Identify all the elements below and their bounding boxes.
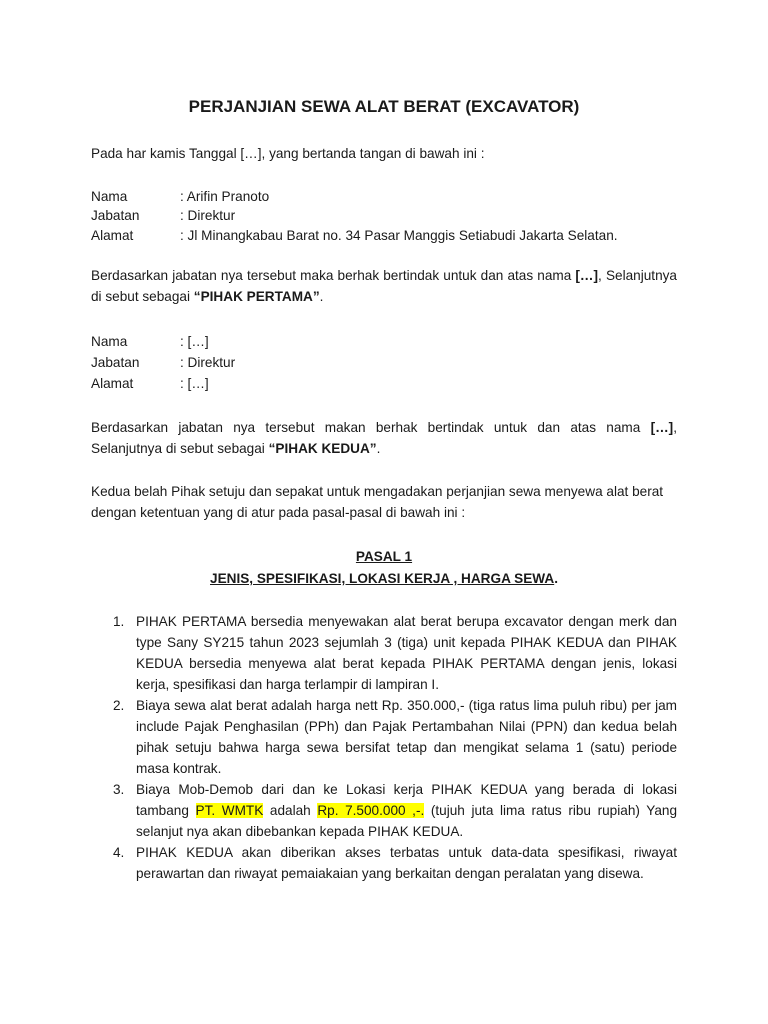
party2-position-row: [91, 352, 677, 373]
statement-text: Berdasarkan jabatan nya tersebut makan berhak bertindak untuk dan atas nama: [91, 420, 651, 435]
list-item: [91, 842, 677, 884]
agreement-paragraph: Kedua belah Pihak setuju dan sepakat untuk mengadakan perjanjian sewa menyewa alat berat dengan ketentuan yang di atur pada pasal-pasal di bawah ini :: [91, 484, 664, 520]
list-text: Biaya sewa alat berat adalah harga nett Rp. 350.000,- (tiga ratus lima puluh ribu) per jam include Pajak Penghasilan (PPh) dan Pajak Pertambahan Nilai (PPN) dan kedua belah pihak setuju bahwa harga sewa bersifat tetap dan mengikat selama 1 (satu) periode masa kontrak.: [136, 698, 677, 776]
statement-party-role: “PIHAK KEDUA”: [268, 441, 377, 456]
statement-party-name: […]: [650, 420, 674, 435]
list-text-part: Biaya Mob-Demob dari dan ke Lokasi kerja PIHAK KEDUA yang berada di lokasi tambang: [136, 782, 677, 818]
statement-text: .: [319, 289, 324, 304]
statement-party-name: […]: [575, 268, 599, 283]
field-label: Nama: [91, 334, 128, 349]
field-label: Alamat: [91, 376, 134, 391]
field-label: Jabatan: [91, 208, 140, 223]
statement-text: .: [376, 441, 381, 456]
field-label: Nama: [91, 189, 128, 204]
field-label: Alamat: [91, 228, 134, 243]
party2-name-row: [91, 331, 677, 352]
field-value: : Direktur: [180, 208, 236, 223]
party1-address-row: [91, 225, 677, 246]
statement-party-role: “PIHAK PERTAMA”: [193, 289, 320, 304]
party1-name-row: [91, 186, 677, 207]
intro-paragraph: Pada har kamis Tanggal […], yang bertanda tangan di bawah ini :: [91, 146, 485, 161]
statement-text: Berdasarkan jabatan nya tersebut maka berhak bertindak untuk dan atas nama: [91, 268, 576, 283]
list-number: 1.: [113, 614, 125, 629]
list-item: [91, 779, 677, 842]
list-number: 2.: [113, 698, 125, 713]
field-value: : Arifin Pranoto: [180, 189, 270, 204]
list-number: 3.: [113, 782, 125, 797]
list-text-part: (tujuh juta lima ratus ribu rupiah) Yang selanjut nya akan dibebankan kepada PIHAK KEDUA.: [136, 803, 678, 839]
party2-statement: [91, 417, 677, 459]
list-number: 4.: [113, 845, 125, 860]
statement-text: , Selanjutnya di sebut sebagai: [91, 268, 677, 304]
field-value: : Jl Minangkabau Barat no. 34 Pasar Manggis Setiabudi Jakarta Selatan.: [180, 228, 618, 243]
party1-statement: [91, 265, 677, 307]
field-value: : […]: [180, 334, 209, 349]
list-text: PIHAK KEDUA akan diberikan akses terbatas untuk data-data spesifikasi, riwayat perawartan dan riwayat pemaiakaian yang berkaitan dengan peralatan yang disewa.: [136, 845, 677, 881]
party2-address-row: [91, 373, 677, 394]
pasal-subheading: [91, 568, 677, 589]
pasal-subheading-text: JENIS, SPESIFIKASI, LOKASI KERJA , HARGA SEWA: [210, 571, 555, 586]
list-item: [91, 695, 677, 779]
field-label: Jabatan: [91, 355, 140, 370]
field-value: : Direktur: [180, 355, 236, 370]
pasal-heading: PASAL 1: [355, 549, 413, 564]
list-text: PIHAK PERTAMA bersedia menyewakan alat berat berupa excavator dengan merk dan type Sany SY215 tahun 2023 sejumlah 3 (tiga) unit kepada PIHAK KEDUA dan PIHAK KEDUA bersedia menyewa alat berat kepada PIHAK PERTAMA dengan jenis, lokasi kerja, spesifikasi dan harga terlampir di lampiran I.: [136, 614, 677, 692]
party1-position-row: [91, 205, 677, 226]
statement-text: , Selanjutnya di sebut sebagai: [91, 420, 677, 456]
pasal-subheading-end: .: [554, 571, 558, 586]
list-text-part: adalah: [263, 803, 318, 818]
list-item: [91, 611, 677, 695]
pasal-items: [91, 611, 677, 884]
field-value: : […]: [180, 376, 209, 391]
highlighted-amount: Rp. 7.500.000 ,-.: [317, 803, 425, 818]
document-title: PERJANJIAN SEWA ALAT BERAT (EXCAVATOR): [188, 97, 580, 116]
list-text: [136, 782, 677, 839]
highlighted-company: PT. WMTK: [195, 803, 264, 818]
